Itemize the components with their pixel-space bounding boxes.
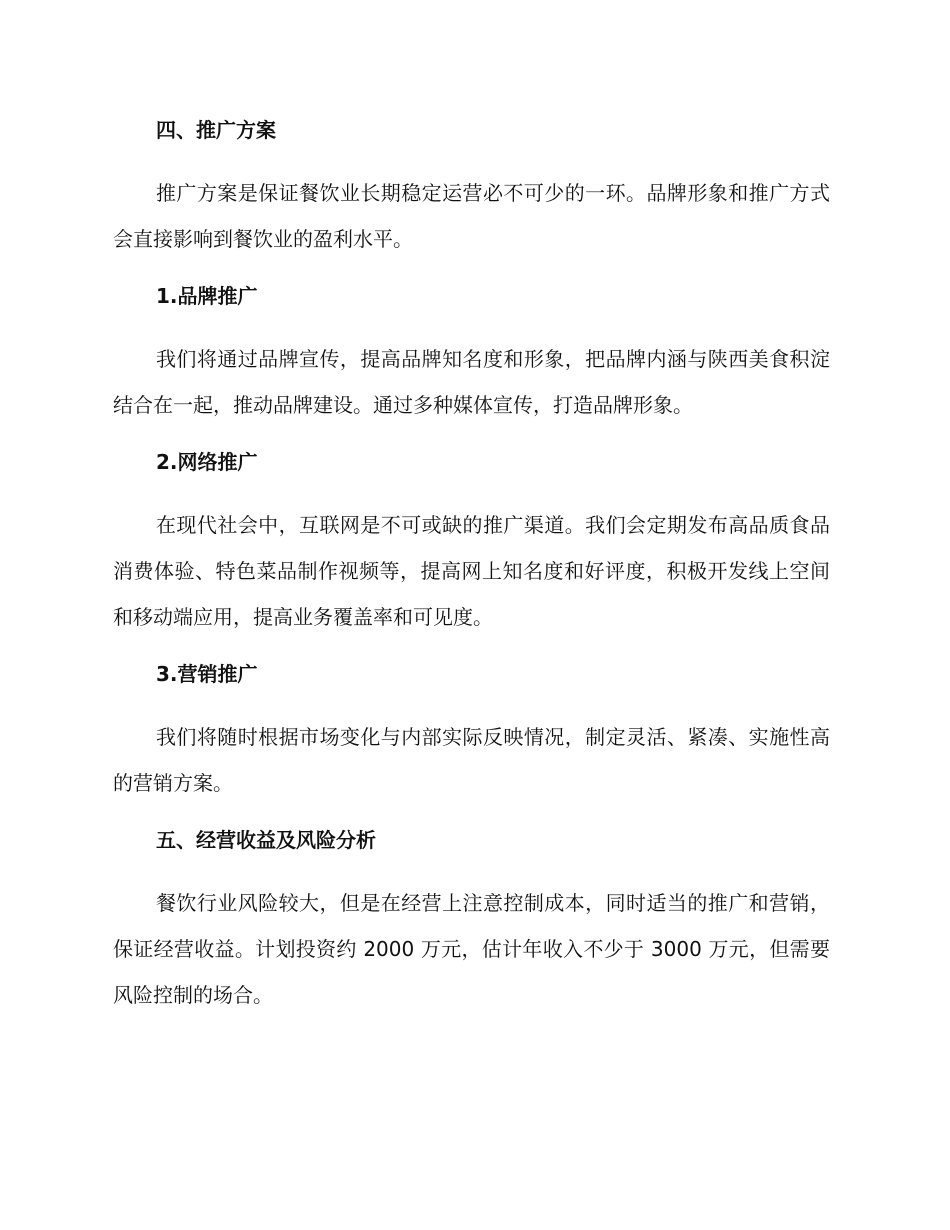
paragraph-marketing-promotion: 我们将随时根据市场变化与内部实际反映情况，制定灵活、紧凑、实施性高的营销方案。 xyxy=(113,725,830,795)
section-heading-revenue-risk: 五、经营收益及风险分析 xyxy=(156,828,376,852)
paragraph-revenue-risk: 餐饮行业风险较大，但是在经营上注意控制成本，同时适当的推广和营销，保证经营收益。计划投资约 2000 万元，估计年收入不少于 3000 万元，但需要风险控制的场合。 xyxy=(113,891,830,1007)
subheading-brand-promotion: 1.品牌推广 xyxy=(156,284,258,308)
paragraph-online-promotion: 在现代社会中，互联网是不可或缺的推广渠道。我们会定期发布高品质食品消费体验、特色菜品制作视频等，提高网上知名度和好评度，积极开发线上空间和移动端应用，提高业务覆盖率和可见度。 xyxy=(113,513,830,629)
paragraph-promotion-intro: 推广方案是保证餐饮业长期稳定运营必不可少的一环。品牌形象和推广方式会直接影响到餐饮业的盈利水平。 xyxy=(113,181,830,251)
subheading-marketing-promotion: 3.营销推广 xyxy=(156,662,258,686)
paragraph-brand-promotion: 我们将通过品牌宣传，提高品牌知名度和形象，把品牌内涵与陕西美食积淀结合在一起，推动品牌建设。通过多种媒体宣传，打造品牌形象。 xyxy=(113,347,830,417)
subheading-online-promotion: 2.网络推广 xyxy=(156,450,258,474)
section-heading-promotion-plan: 四、推广方案 xyxy=(156,118,276,142)
